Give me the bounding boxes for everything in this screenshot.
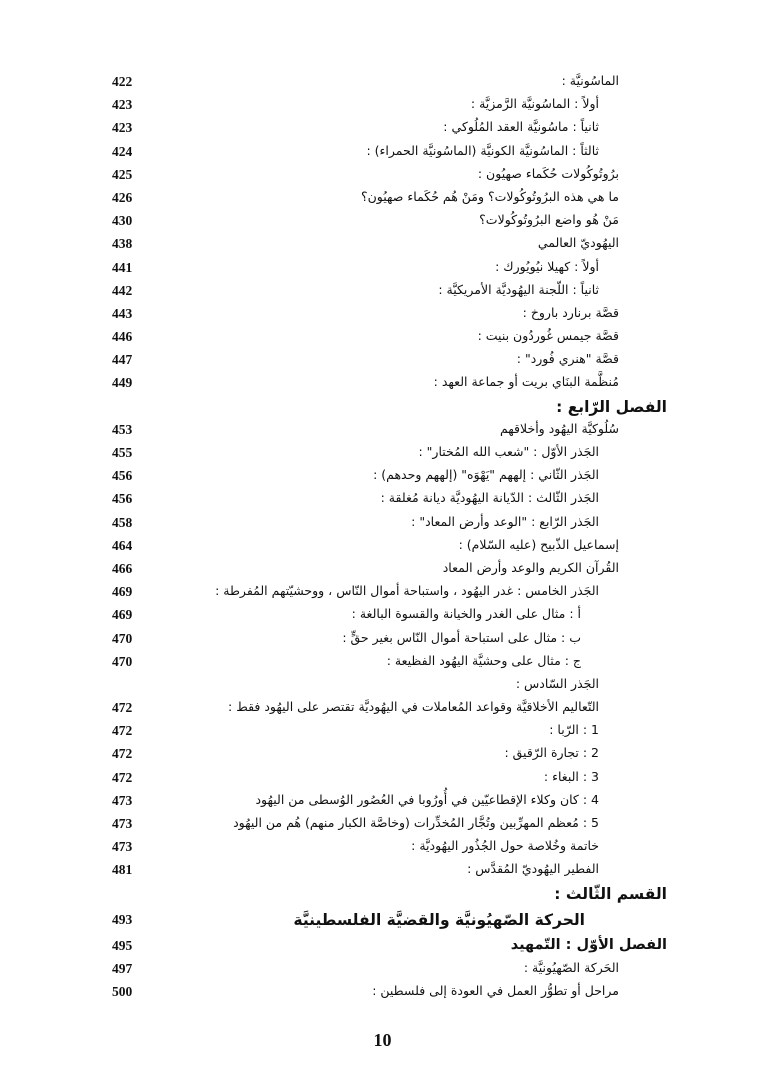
- toc-title: ما هي هذه البرُوتُوكُولات؟ ومَنْ هُم حُكَماء صهيُون؟: [360, 188, 619, 204]
- toc-title: الجَذر الأوّل : "شعب الله المُختار" :: [418, 444, 599, 459]
- toc-page-number: 430: [112, 213, 133, 229]
- toc-entry: [0, 188, 765, 211]
- toc-entry: [0, 489, 765, 512]
- toc-title: أولاً : الماسُونيَّة الرَّمزيَّة :: [470, 96, 599, 112]
- toc-title: الجَذر الثّاني : إلههم "يَهْوَه" (إلههم وحدهم) :: [373, 467, 599, 483]
- toc-page-number: 470: [112, 630, 133, 646]
- toc-title: الماسُونيَّة :: [561, 73, 619, 88]
- toc-title: القسم الثّالث :: [554, 884, 667, 903]
- toc-entry: [0, 142, 765, 165]
- toc-page-number: 422: [112, 74, 133, 89]
- toc-page-number: 469: [112, 607, 133, 623]
- toc-entry: [0, 95, 765, 118]
- toc-page-number: 472: [112, 746, 133, 762]
- toc-entry: [0, 629, 765, 652]
- toc-page-number: 443: [112, 305, 133, 321]
- toc-page-number: 472: [112, 723, 133, 739]
- toc-title: الحركة الصّهيُونيَّة والقضيَّة الفلسطينيَّة: [293, 910, 585, 929]
- toc-entry: [0, 466, 765, 489]
- toc-title: الحَركة الصّهيُونيَّة :: [523, 959, 619, 975]
- toc-entry: [0, 373, 765, 396]
- toc-page-number: 453: [112, 421, 133, 437]
- toc-title: اليهُوديّ العالمي: [537, 235, 619, 251]
- toc-entry: [0, 884, 765, 910]
- toc-title: قصَّة جيمس غُوردُون بنيت :: [477, 328, 619, 344]
- toc-title: 3 : البغاء :: [543, 768, 599, 784]
- toc-title: الجَذر الرّابع : "الوعد وأرض المعاد" :: [411, 513, 599, 529]
- toc-page-number: 441: [112, 259, 133, 275]
- toc-page-number: 423: [112, 120, 133, 136]
- toc-page-number: 472: [112, 769, 133, 785]
- toc-entry: [0, 652, 765, 675]
- toc-page-number: 425: [112, 166, 133, 182]
- toc-entry: [0, 443, 765, 466]
- toc-title: أ : مثال على الغدر والخيانة والقسوة البالغة :: [351, 606, 581, 622]
- toc-entry: [0, 327, 765, 350]
- toc-title: برُوتُوكُولات حُكَماء صهيُون :: [477, 165, 619, 181]
- toc-entry: [0, 675, 765, 698]
- toc-entry: [0, 165, 765, 188]
- toc-title: سُلُوكيَّة اليهُود وأخلاقهم: [499, 420, 619, 436]
- toc-title: 5 : مُعظم المهرِّبين وتُجَّار المُخدِّرات (وخاصَّة الكبار منهم) هُم من اليهُود: [233, 815, 599, 830]
- toc-page-number: 456: [112, 468, 133, 484]
- toc-entry: [0, 814, 765, 837]
- toc-entry: [0, 982, 765, 1005]
- toc-title: قصَّة "هنري فُورد" :: [516, 351, 619, 367]
- toc-page-number: 473: [112, 792, 133, 808]
- toc-entry: [0, 910, 765, 936]
- toc-title: ثانياً : اللّجنة اليهُوديَّة الأمريكيَّة :: [438, 281, 599, 297]
- toc-entry: [0, 234, 765, 257]
- toc-entry: [0, 118, 765, 141]
- toc-entry: [0, 536, 765, 559]
- toc-entry: [0, 397, 765, 420]
- toc-title: الفصل الرّابع :: [556, 397, 667, 416]
- toc-page-number: 426: [112, 189, 133, 205]
- toc-title: خاتمة وخُلاصة حول الجُذُور اليهُوديَّة :: [411, 838, 599, 854]
- toc-title: الفصل الأوّل : التّمهيد: [510, 936, 667, 953]
- toc-entry: [0, 605, 765, 628]
- toc-page-number: 493: [112, 911, 133, 927]
- toc-page-number: 500: [112, 983, 133, 999]
- toc-page-number: 495: [112, 937, 133, 953]
- toc-page-number: 466: [112, 560, 133, 576]
- page-number: 10: [373, 1030, 392, 1050]
- toc-page-number: 438: [112, 236, 133, 252]
- toc-title: 1 : الرّبا :: [549, 722, 599, 738]
- toc-entry: [0, 837, 765, 860]
- toc-page-number: 472: [112, 700, 133, 716]
- toc-entry: [0, 860, 765, 883]
- toc-page-number: 447: [112, 352, 133, 368]
- toc-page-number: 497: [112, 960, 133, 976]
- toc-title: القُرآن الكريم والوعد وأرض المعاد: [442, 559, 619, 575]
- toc-page-number: 473: [112, 839, 133, 855]
- toc-page-number: 458: [112, 514, 133, 530]
- toc-entry: [0, 959, 765, 982]
- toc-title: الجَذر الثّالث : الدّيانة اليهُوديَّة ديانة مُغلقة :: [380, 490, 599, 506]
- toc-title: إسماعيل الذّبيح (عليه السّلام) :: [458, 536, 619, 552]
- toc-title: الجَذر السّادس :: [515, 675, 599, 691]
- toc-entry: [0, 791, 765, 814]
- toc-page-number: 481: [112, 862, 133, 878]
- toc-page-number: 456: [112, 491, 133, 507]
- toc-page-number: 469: [112, 584, 133, 600]
- toc-title: قصَّة برنارد باروخ :: [522, 304, 619, 320]
- toc-entry: [0, 698, 765, 721]
- toc-entry: [0, 721, 765, 744]
- toc-entry: [0, 211, 765, 234]
- toc-title: ب : مثال على استباحة أموال النّاس بغير حقٍّ :: [342, 629, 581, 645]
- toc-entry: [0, 258, 765, 281]
- toc-page-number: 423: [112, 97, 133, 113]
- toc-entry: [0, 559, 765, 582]
- toc-title: مراحل أو تطوُّر العمل في العودة إلى فلسطين :: [372, 982, 619, 998]
- toc-title: 4 : كان وكلاء الإقطاعيّين في أُورُوبا في العُصُور الوُسطى من اليهُود: [255, 791, 599, 807]
- toc-page-number: 473: [112, 816, 133, 831]
- toc-title: الجَذر الخامس : غدر اليهُود ، واستباحة أموال النّاس ، ووحشيّتهم المُفرطة :: [215, 583, 599, 599]
- toc-title: مَنْ هُو واضع البرُوتُوكُولات؟: [479, 212, 619, 228]
- toc-page-number: 455: [112, 445, 133, 460]
- toc-entry: [0, 513, 765, 536]
- toc-title: التّعاليم الأخلاقيَّة وقواعد المُعاملات في اليهُوديَّة تقتصر على اليهُود فقط :: [228, 699, 599, 715]
- toc-page-number: 446: [112, 329, 133, 345]
- table-of-contents: [0, 72, 765, 1005]
- toc-entry: [0, 420, 765, 443]
- toc-page-number: 442: [112, 282, 133, 298]
- toc-title: 2 : تجارة الرّقيق :: [504, 745, 599, 761]
- toc-page-number: 424: [112, 143, 133, 159]
- toc-title: ثالثاً : الماسُونيَّة الكونيَّة (الماسُونيَّة الحمراء) :: [366, 142, 599, 158]
- toc-title: مُنظَّمة البنَاي بريت أو جماعة العهد :: [433, 374, 619, 390]
- toc-title: أولاً : كهيلا نيُويُورك :: [495, 258, 599, 274]
- toc-entry: [0, 350, 765, 373]
- toc-page-number: 464: [112, 537, 133, 553]
- toc-entry: [0, 72, 765, 95]
- toc-entry: [0, 768, 765, 791]
- toc-page-number: 449: [112, 375, 133, 391]
- toc-page-number: 470: [112, 653, 133, 669]
- toc-entry: [0, 281, 765, 304]
- toc-entry: [0, 744, 765, 767]
- toc-title: الفطير اليهُوديّ المُقدَّس :: [467, 861, 599, 877]
- toc-entry: [0, 936, 765, 959]
- toc-title: ثانياً : ماسُونيَّة العقد المُلُوكي :: [443, 119, 599, 135]
- toc-title: ج : مثال على وحشيَّة اليهُود الفظيعة :: [386, 652, 581, 668]
- toc-entry: [0, 304, 765, 327]
- toc-entry: [0, 582, 765, 605]
